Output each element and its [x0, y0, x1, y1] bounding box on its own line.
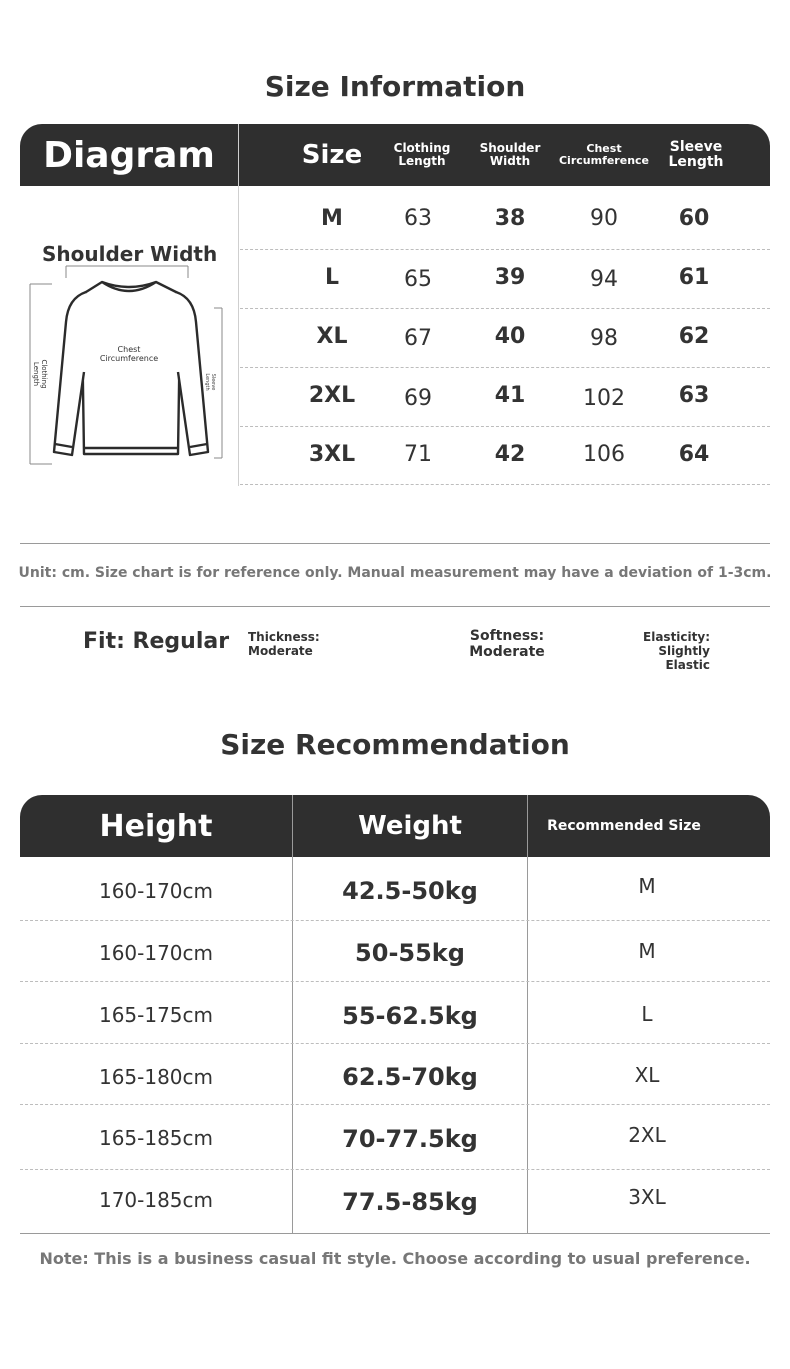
diagram-divider — [238, 124, 239, 486]
row-divider — [20, 1104, 770, 1105]
diagram-sleeve-label-1: Sleeve — [210, 373, 216, 391]
height-cell: 165-185cm — [98, 1126, 214, 1150]
size-recommendation-title: Size Recommendation — [220, 728, 570, 761]
row-divider — [20, 920, 770, 921]
sleeve-cell: 60 — [678, 206, 710, 231]
length-cell: 65 — [404, 267, 432, 292]
sleeve-cell: 64 — [678, 442, 710, 467]
chest-cell: 94 — [590, 267, 618, 292]
row-divider — [240, 367, 770, 368]
height-cell: 165-180cm — [98, 1065, 214, 1089]
diagram-length-label-1: Clothing — [40, 359, 48, 389]
row-divider — [20, 1169, 770, 1170]
chest-header — [556, 124, 652, 186]
sleeve-length-header-line1: Sleeve — [669, 139, 723, 155]
fit-note: Note: This is a business casual fit style. Choose according to usual preference. — [39, 1249, 751, 1268]
weight-cell: 77.5-85kg — [342, 1188, 478, 1216]
shoulder-cell: 40 — [494, 324, 526, 349]
thickness-label — [248, 630, 320, 658]
length-cell: 63 — [404, 206, 432, 231]
diagram-chest-label-1: Chest — [117, 345, 141, 354]
shoulder-cell: 39 — [494, 265, 526, 290]
sleeve-cell: 61 — [678, 265, 710, 290]
weight-cell: 55-62.5kg — [342, 1002, 478, 1030]
softness-label — [460, 628, 554, 660]
clothing-length-header — [382, 124, 462, 186]
fit-label: Fit: Regular — [83, 629, 230, 654]
height-cell: 165-175cm — [98, 1003, 214, 1027]
unit-note-bottom-rule — [20, 606, 770, 607]
chest-header-line1: Chest — [586, 142, 622, 155]
shoulder-width-header-line1: Shoulder — [479, 141, 541, 155]
thickness-value: Moderate — [248, 644, 313, 658]
chest-cell: 90 — [590, 206, 618, 231]
elasticity-label-line1: Elasticity: Slightly — [643, 630, 710, 658]
size-cell: M — [638, 874, 656, 898]
elasticity-value: Elastic — [665, 658, 710, 672]
shoulder-width-header — [470, 124, 550, 186]
sleeve-cell: 62 — [678, 324, 710, 349]
size-cell: XL — [634, 1063, 660, 1087]
size-cell: L — [324, 265, 340, 290]
size-cell: 3XL — [628, 1185, 666, 1209]
chest-header-line2: Circumference — [558, 154, 650, 167]
weight-cell: 62.5-70kg — [342, 1063, 478, 1091]
size-cell: XL — [316, 324, 348, 349]
row-divider — [20, 981, 770, 982]
clothing-length-header-line1: Clothing — [393, 141, 451, 155]
size-info-body — [240, 186, 770, 486]
sweatshirt-diagram — [24, 262, 234, 477]
weight-cell: 70-77.5kg — [342, 1125, 478, 1153]
diagram-chest-label-2: Circumference — [99, 354, 159, 363]
unit-note: Unit: cm. Size chart is for reference only. Manual measurement may have a deviation of 1-3cm. — [18, 565, 772, 581]
diagram-length-label-2: Length — [32, 361, 40, 387]
size-header: Size — [301, 140, 363, 170]
row-divider — [240, 484, 770, 485]
shoulder-cell: 41 — [494, 383, 526, 408]
elasticity-label — [590, 630, 710, 672]
recommended-size-header: Recommended Size — [547, 818, 701, 834]
size-info-title: Size Information — [264, 70, 526, 103]
recommendation-header — [20, 795, 770, 857]
height-cell: 160-170cm — [98, 941, 214, 965]
size-cell: 2XL — [628, 1123, 666, 1147]
softness-label-line1: Softness: — [469, 628, 545, 644]
diagram-header: Diagram — [43, 134, 215, 176]
row-divider — [240, 249, 770, 250]
height-header: Height — [99, 808, 213, 844]
length-cell: 67 — [404, 326, 432, 351]
weight-cell: 50-55kg — [355, 939, 465, 967]
height-cell: 160-170cm — [98, 879, 214, 903]
height-cell: 170-185cm — [98, 1188, 214, 1212]
row-divider — [240, 426, 770, 427]
chest-cell: 98 — [590, 326, 618, 351]
diagram-shoulder-width-label: Shoulder Width — [42, 242, 218, 266]
sleeve-cell: 63 — [678, 383, 710, 408]
row-divider — [240, 308, 770, 309]
recommendation-bottom-rule — [20, 1233, 770, 1234]
size-cell: 2XL — [308, 383, 356, 408]
shoulder-width-header-line2: Width — [489, 154, 531, 168]
size-info-header — [20, 124, 770, 186]
sleeve-length-header — [656, 124, 736, 186]
softness-value: Moderate — [469, 644, 545, 660]
clothing-length-header-line2: Length — [398, 154, 446, 168]
shoulder-cell: 38 — [494, 206, 526, 231]
size-cell: M — [321, 206, 343, 231]
weight-cell: 42.5-50kg — [342, 877, 478, 905]
length-cell: 69 — [404, 386, 432, 411]
row-divider — [20, 1043, 770, 1044]
size-cell: 3XL — [308, 442, 356, 467]
size-cell: L — [641, 1002, 653, 1026]
diagram-sleeve-label-2: Length — [204, 373, 210, 391]
unit-note-top-rule — [20, 543, 770, 544]
sleeve-length-header-line2: Length — [668, 154, 724, 170]
recommendation-body — [20, 857, 770, 1235]
shoulder-cell: 42 — [494, 442, 526, 467]
chest-cell: 102 — [583, 386, 625, 411]
chest-cell: 106 — [583, 442, 625, 467]
length-cell: 71 — [404, 442, 432, 467]
size-cell: M — [638, 939, 656, 963]
thickness-label-line1: Thickness: — [248, 630, 320, 644]
weight-header: Weight — [358, 811, 462, 841]
